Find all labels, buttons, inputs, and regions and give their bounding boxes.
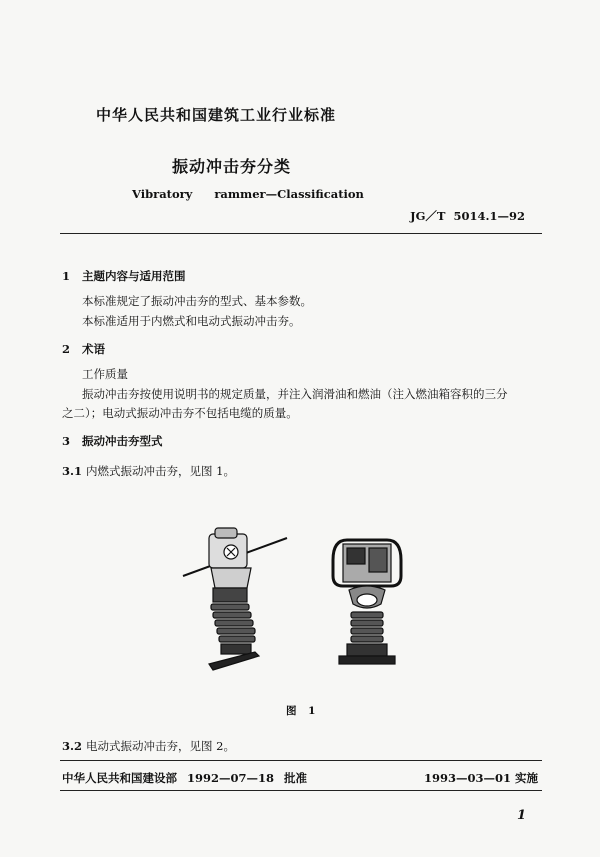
section-1-paragraph-1: 本标准规定了振动冲击夯的型式、基本参数。 <box>82 294 312 308</box>
approval-line: 中华人民共和国建设部 1992—07—18 批准 <box>62 771 308 785</box>
subsection-3-2: 3.2 电动式振动冲击夯，见图 2。 <box>62 739 235 753</box>
standard-code: JG／T 5014.1—92 <box>410 209 525 223</box>
subsection-3-1: 3.1 内燃式振动冲击夯，见图 1。 <box>62 464 235 478</box>
section-1-paragraph-2: 本标准适用于内燃式和电动式振动冲击夯。 <box>82 314 301 328</box>
standard-category-header: 中华人民共和国建筑工业行业标准 <box>96 106 337 124</box>
term-definition-line-2: 之二）；电动式振动冲击夯不包括电缆的质量。 <box>62 406 298 420</box>
header-divider <box>60 233 542 234</box>
section-1-heading: 1 主题内容与适用范围 <box>62 269 186 283</box>
front-view-rammer-drawing <box>333 540 401 664</box>
term-definition-line-1: 振动冲击夯按使用说明书的规定质量，并注入润滑油和燃油（注入燃油箱容积的三分 <box>82 387 508 401</box>
document-title: 振动冲击夯分类 <box>172 157 292 176</box>
footer-bottom-divider <box>60 790 542 791</box>
section-2-heading: 2 术语 <box>62 342 105 356</box>
page-number: 1 <box>516 808 526 823</box>
footer-divider <box>60 760 542 761</box>
implementation-date: 1993—03—01 实施 <box>423 771 538 785</box>
document-title-english: Vibratory rammer—Classification <box>132 187 364 201</box>
side-view-rammer-drawing <box>183 528 287 670</box>
figure-1-caption: 图 1 <box>286 705 316 717</box>
figure-1 <box>175 520 425 690</box>
section-3-heading: 3 振动冲击夯型式 <box>62 434 163 448</box>
term-name: 工作质量 <box>82 367 128 381</box>
